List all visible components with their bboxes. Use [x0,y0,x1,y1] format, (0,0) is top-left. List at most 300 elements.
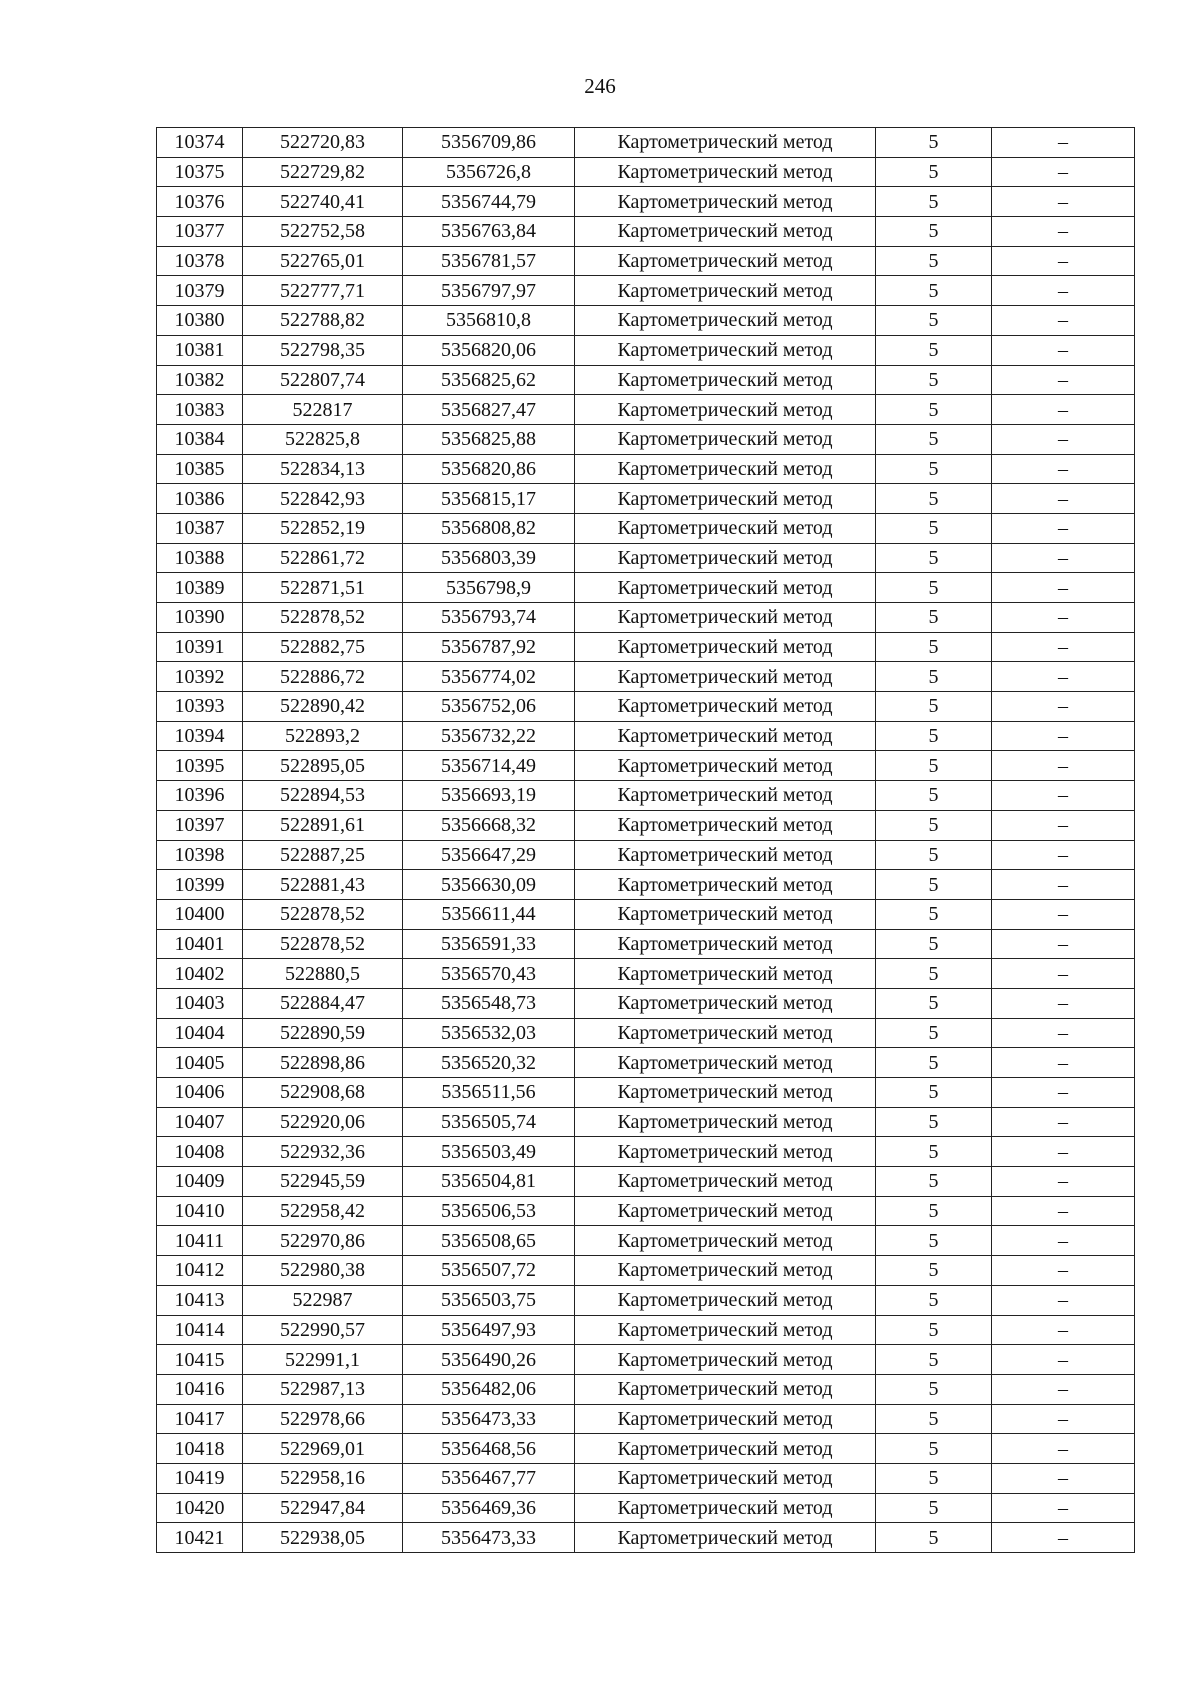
accuracy-cell: 5 [876,1434,992,1464]
method-cell: Картометрический метод [575,1196,876,1226]
accuracy-cell: 5 [876,1107,992,1137]
x-coordinate-cell: 522894,53 [243,781,403,811]
x-coordinate-cell: 522969,01 [243,1434,403,1464]
point-number-cell: 10402 [157,959,243,989]
note-cell: – [992,840,1135,870]
table-row [157,157,1135,187]
x-coordinate-cell: 522871,51 [243,573,403,603]
y-coordinate-cell: 5356630,09 [403,870,575,900]
y-coordinate-cell: 5356803,39 [403,543,575,573]
accuracy-cell: 5 [876,1018,992,1048]
note-cell: – [992,543,1135,573]
table-row [157,1374,1135,1404]
point-number-cell: 10401 [157,929,243,959]
x-coordinate-cell: 522987,13 [243,1374,403,1404]
method-cell: Картометрический метод [575,810,876,840]
method-cell: Картометрический метод [575,1404,876,1434]
table-row [157,246,1135,276]
table-row [157,1493,1135,1523]
accuracy-cell: 5 [876,395,992,425]
note-cell: – [992,810,1135,840]
accuracy-cell: 5 [876,632,992,662]
accuracy-cell: 5 [876,840,992,870]
accuracy-cell: 5 [876,513,992,543]
x-coordinate-cell: 522898,86 [243,1048,403,1078]
table-row [157,929,1135,959]
x-coordinate-cell: 522740,41 [243,187,403,217]
method-cell: Картометрический метод [575,1137,876,1167]
x-coordinate-cell: 522893,2 [243,721,403,751]
y-coordinate-cell: 5356744,79 [403,187,575,217]
x-coordinate-cell: 522895,05 [243,751,403,781]
note-cell: – [992,1404,1135,1434]
accuracy-cell: 5 [876,454,992,484]
point-number-cell: 10399 [157,870,243,900]
note-cell: – [992,246,1135,276]
note-cell: – [992,1285,1135,1315]
accuracy-cell: 5 [876,128,992,158]
method-cell: Картометрический метод [575,988,876,1018]
point-number-cell: 10396 [157,781,243,811]
table-row [157,306,1135,336]
method-cell: Картометрический метод [575,1018,876,1048]
note-cell: – [992,692,1135,722]
method-cell: Картометрический метод [575,484,876,514]
method-cell: Картометрический метод [575,662,876,692]
point-number-cell: 10374 [157,128,243,158]
y-coordinate-cell: 5356714,49 [403,751,575,781]
point-number-cell: 10380 [157,306,243,336]
note-cell: – [992,1315,1135,1345]
x-coordinate-cell: 522891,61 [243,810,403,840]
table-row [157,1523,1135,1553]
method-cell: Картометрический метод [575,632,876,662]
y-coordinate-cell: 5356781,57 [403,246,575,276]
point-number-cell: 10413 [157,1285,243,1315]
accuracy-cell: 5 [876,484,992,514]
note-cell: – [992,1107,1135,1137]
note-cell: – [992,632,1135,662]
accuracy-cell: 5 [876,1285,992,1315]
y-coordinate-cell: 5356820,06 [403,335,575,365]
table-row [157,1404,1135,1434]
point-number-cell: 10415 [157,1345,243,1375]
note-cell: – [992,365,1135,395]
accuracy-cell: 5 [876,276,992,306]
x-coordinate-cell: 522880,5 [243,959,403,989]
accuracy-cell: 5 [876,1137,992,1167]
point-number-cell: 10382 [157,365,243,395]
method-cell: Картометрический метод [575,603,876,633]
table-row [157,603,1135,633]
accuracy-cell: 5 [876,929,992,959]
y-coordinate-cell: 5356808,82 [403,513,575,543]
y-coordinate-cell: 5356798,9 [403,573,575,603]
note-cell: – [992,276,1135,306]
accuracy-cell: 5 [876,899,992,929]
point-number-cell: 10381 [157,335,243,365]
point-number-cell: 10397 [157,810,243,840]
method-cell: Картометрический метод [575,217,876,247]
table-row [157,573,1135,603]
note-cell: – [992,1078,1135,1108]
note-cell: – [992,1345,1135,1375]
accuracy-cell: 5 [876,543,992,573]
table-row [157,632,1135,662]
accuracy-cell: 5 [876,424,992,454]
y-coordinate-cell: 5356504,81 [403,1167,575,1197]
table-row [157,454,1135,484]
y-coordinate-cell: 5356825,88 [403,424,575,454]
table-row [157,1078,1135,1108]
accuracy-cell: 5 [876,365,992,395]
note-cell: – [992,217,1135,247]
coordinates-table [156,127,1135,1553]
method-cell: Картометрический метод [575,721,876,751]
y-coordinate-cell: 5356473,33 [403,1523,575,1553]
accuracy-cell: 5 [876,1196,992,1226]
table-row [157,1018,1135,1048]
point-number-cell: 10375 [157,157,243,187]
point-number-cell: 10390 [157,603,243,633]
method-cell: Картометрический метод [575,1374,876,1404]
method-cell: Картометрический метод [575,128,876,158]
y-coordinate-cell: 5356511,56 [403,1078,575,1108]
note-cell: – [992,1463,1135,1493]
table-row [157,1137,1135,1167]
note-cell: – [992,306,1135,336]
y-coordinate-cell: 5356532,03 [403,1018,575,1048]
table-row [157,870,1135,900]
accuracy-cell: 5 [876,781,992,811]
note-cell: – [992,1167,1135,1197]
accuracy-cell: 5 [876,1226,992,1256]
table-row [157,365,1135,395]
point-number-cell: 10410 [157,1196,243,1226]
x-coordinate-cell: 522987 [243,1285,403,1315]
table-row [157,1107,1135,1137]
x-coordinate-cell: 522932,36 [243,1137,403,1167]
x-coordinate-cell: 522958,42 [243,1196,403,1226]
table-row [157,1048,1135,1078]
note-cell: – [992,424,1135,454]
y-coordinate-cell: 5356591,33 [403,929,575,959]
coordinates-table-body [157,128,1135,1553]
accuracy-cell: 5 [876,692,992,722]
x-coordinate-cell: 522970,86 [243,1226,403,1256]
y-coordinate-cell: 5356797,97 [403,276,575,306]
x-coordinate-cell: 522765,01 [243,246,403,276]
note-cell: – [992,1048,1135,1078]
table-row [157,810,1135,840]
accuracy-cell: 5 [876,335,992,365]
x-coordinate-cell: 522852,19 [243,513,403,543]
accuracy-cell: 5 [876,246,992,276]
point-number-cell: 10404 [157,1018,243,1048]
method-cell: Картометрический метод [575,365,876,395]
x-coordinate-cell: 522834,13 [243,454,403,484]
point-number-cell: 10416 [157,1374,243,1404]
accuracy-cell: 5 [876,959,992,989]
note-cell: – [992,1226,1135,1256]
note-cell: – [992,781,1135,811]
x-coordinate-cell: 522978,66 [243,1404,403,1434]
accuracy-cell: 5 [876,662,992,692]
accuracy-cell: 5 [876,870,992,900]
table-row [157,484,1135,514]
accuracy-cell: 5 [876,1315,992,1345]
y-coordinate-cell: 5356548,73 [403,988,575,1018]
note-cell: – [992,513,1135,543]
y-coordinate-cell: 5356505,74 [403,1107,575,1137]
method-cell: Картометрический метод [575,424,876,454]
note-cell: – [992,484,1135,514]
y-coordinate-cell: 5356507,72 [403,1256,575,1286]
y-coordinate-cell: 5356815,17 [403,484,575,514]
point-number-cell: 10411 [157,1226,243,1256]
point-number-cell: 10420 [157,1493,243,1523]
accuracy-cell: 5 [876,187,992,217]
method-cell: Картометрический метод [575,751,876,781]
y-coordinate-cell: 5356520,32 [403,1048,575,1078]
point-number-cell: 10384 [157,424,243,454]
table-row [157,1463,1135,1493]
point-number-cell: 10419 [157,1463,243,1493]
table-row [157,1256,1135,1286]
table-row [157,751,1135,781]
method-cell: Картометрический метод [575,1167,876,1197]
method-cell: Картометрический метод [575,276,876,306]
point-number-cell: 10379 [157,276,243,306]
x-coordinate-cell: 522878,52 [243,929,403,959]
method-cell: Картометрический метод [575,157,876,187]
method-cell: Картометрический метод [575,959,876,989]
y-coordinate-cell: 5356752,06 [403,692,575,722]
table-row [157,959,1135,989]
table-row [157,1196,1135,1226]
method-cell: Картометрический метод [575,1048,876,1078]
point-number-cell: 10378 [157,246,243,276]
x-coordinate-cell: 522947,84 [243,1493,403,1523]
table-row [157,692,1135,722]
point-number-cell: 10417 [157,1404,243,1434]
point-number-cell: 10377 [157,217,243,247]
y-coordinate-cell: 5356467,77 [403,1463,575,1493]
accuracy-cell: 5 [876,306,992,336]
accuracy-cell: 5 [876,1463,992,1493]
table-row [157,840,1135,870]
note-cell: – [992,1374,1135,1404]
y-coordinate-cell: 5356473,33 [403,1404,575,1434]
accuracy-cell: 5 [876,217,992,247]
method-cell: Картометрический метод [575,870,876,900]
point-number-cell: 10388 [157,543,243,573]
method-cell: Картометрический метод [575,1226,876,1256]
note-cell: – [992,1493,1135,1523]
point-number-cell: 10403 [157,988,243,1018]
point-number-cell: 10408 [157,1137,243,1167]
note-cell: – [992,929,1135,959]
method-cell: Картометрический метод [575,1315,876,1345]
note-cell: – [992,662,1135,692]
note-cell: – [992,128,1135,158]
x-coordinate-cell: 522920,06 [243,1107,403,1137]
table-row [157,662,1135,692]
method-cell: Картометрический метод [575,1463,876,1493]
table-row [157,1167,1135,1197]
point-number-cell: 10389 [157,573,243,603]
accuracy-cell: 5 [876,721,992,751]
x-coordinate-cell: 522884,47 [243,988,403,1018]
y-coordinate-cell: 5356810,8 [403,306,575,336]
point-number-cell: 10391 [157,632,243,662]
point-number-cell: 10409 [157,1167,243,1197]
y-coordinate-cell: 5356763,84 [403,217,575,247]
point-number-cell: 10393 [157,692,243,722]
x-coordinate-cell: 522777,71 [243,276,403,306]
accuracy-cell: 5 [876,573,992,603]
table-row [157,187,1135,217]
accuracy-cell: 5 [876,1345,992,1375]
note-cell: – [992,454,1135,484]
method-cell: Картометрический метод [575,781,876,811]
note-cell: – [992,1196,1135,1226]
table-row [157,1315,1135,1345]
x-coordinate-cell: 522886,72 [243,662,403,692]
x-coordinate-cell: 522720,83 [243,128,403,158]
method-cell: Картометрический метод [575,840,876,870]
method-cell: Картометрический метод [575,454,876,484]
accuracy-cell: 5 [876,1256,992,1286]
y-coordinate-cell: 5356482,06 [403,1374,575,1404]
y-coordinate-cell: 5356793,74 [403,603,575,633]
table-row [157,217,1135,247]
method-cell: Картометрический метод [575,1107,876,1137]
x-coordinate-cell: 522842,93 [243,484,403,514]
table-row [157,395,1135,425]
accuracy-cell: 5 [876,1493,992,1523]
method-cell: Картометрический метод [575,1523,876,1553]
x-coordinate-cell: 522729,82 [243,157,403,187]
y-coordinate-cell: 5356825,62 [403,365,575,395]
note-cell: – [992,573,1135,603]
x-coordinate-cell: 522878,52 [243,603,403,633]
note-cell: – [992,1434,1135,1464]
y-coordinate-cell: 5356503,75 [403,1285,575,1315]
note-cell: – [992,395,1135,425]
x-coordinate-cell: 522798,35 [243,335,403,365]
x-coordinate-cell: 522938,05 [243,1523,403,1553]
y-coordinate-cell: 5356611,44 [403,899,575,929]
y-coordinate-cell: 5356497,93 [403,1315,575,1345]
accuracy-cell: 5 [876,157,992,187]
method-cell: Картометрический метод [575,513,876,543]
x-coordinate-cell: 522945,59 [243,1167,403,1197]
y-coordinate-cell: 5356570,43 [403,959,575,989]
method-cell: Картометрический метод [575,929,876,959]
y-coordinate-cell: 5356506,53 [403,1196,575,1226]
y-coordinate-cell: 5356787,92 [403,632,575,662]
table-row [157,1226,1135,1256]
point-number-cell: 10405 [157,1048,243,1078]
point-number-cell: 10412 [157,1256,243,1286]
table-row [157,899,1135,929]
method-cell: Картометрический метод [575,395,876,425]
point-number-cell: 10376 [157,187,243,217]
table-row [157,988,1135,1018]
method-cell: Картометрический метод [575,1493,876,1523]
page-number: 246 [584,74,616,98]
point-number-cell: 10421 [157,1523,243,1553]
point-number-cell: 10406 [157,1078,243,1108]
point-number-cell: 10400 [157,899,243,929]
point-number-cell: 10392 [157,662,243,692]
x-coordinate-cell: 522908,68 [243,1078,403,1108]
table-row [157,721,1135,751]
table-row [157,335,1135,365]
accuracy-cell: 5 [876,1048,992,1078]
accuracy-cell: 5 [876,1167,992,1197]
point-number-cell: 10418 [157,1434,243,1464]
point-number-cell: 10398 [157,840,243,870]
x-coordinate-cell: 522878,52 [243,899,403,929]
accuracy-cell: 5 [876,1404,992,1434]
x-coordinate-cell: 522807,74 [243,365,403,395]
note-cell: – [992,1523,1135,1553]
point-number-cell: 10394 [157,721,243,751]
y-coordinate-cell: 5356647,29 [403,840,575,870]
y-coordinate-cell: 5356732,22 [403,721,575,751]
note-cell: – [992,157,1135,187]
note-cell: – [992,1018,1135,1048]
table-row [157,1345,1135,1375]
x-coordinate-cell: 522990,57 [243,1315,403,1345]
point-number-cell: 10387 [157,513,243,543]
method-cell: Картометрический метод [575,1345,876,1375]
x-coordinate-cell: 522817 [243,395,403,425]
table-row [157,128,1135,158]
y-coordinate-cell: 5356469,36 [403,1493,575,1523]
y-coordinate-cell: 5356490,26 [403,1345,575,1375]
x-coordinate-cell: 522890,59 [243,1018,403,1048]
method-cell: Картометрический метод [575,335,876,365]
y-coordinate-cell: 5356693,19 [403,781,575,811]
y-coordinate-cell: 5356709,86 [403,128,575,158]
note-cell: – [992,959,1135,989]
method-cell: Картометрический метод [575,692,876,722]
accuracy-cell: 5 [876,1523,992,1553]
table-row [157,1285,1135,1315]
accuracy-cell: 5 [876,988,992,1018]
accuracy-cell: 5 [876,1374,992,1404]
method-cell: Картометрический метод [575,1078,876,1108]
method-cell: Картометрический метод [575,543,876,573]
method-cell: Картометрический метод [575,1256,876,1286]
x-coordinate-cell: 522752,58 [243,217,403,247]
x-coordinate-cell: 522887,25 [243,840,403,870]
x-coordinate-cell: 522861,72 [243,543,403,573]
table-row [157,781,1135,811]
point-number-cell: 10407 [157,1107,243,1137]
method-cell: Картометрический метод [575,246,876,276]
note-cell: – [992,335,1135,365]
method-cell: Картометрический метод [575,573,876,603]
y-coordinate-cell: 5356468,56 [403,1434,575,1464]
x-coordinate-cell: 522991,1 [243,1345,403,1375]
method-cell: Картометрический метод [575,187,876,217]
x-coordinate-cell: 522882,75 [243,632,403,662]
note-cell: – [992,899,1135,929]
